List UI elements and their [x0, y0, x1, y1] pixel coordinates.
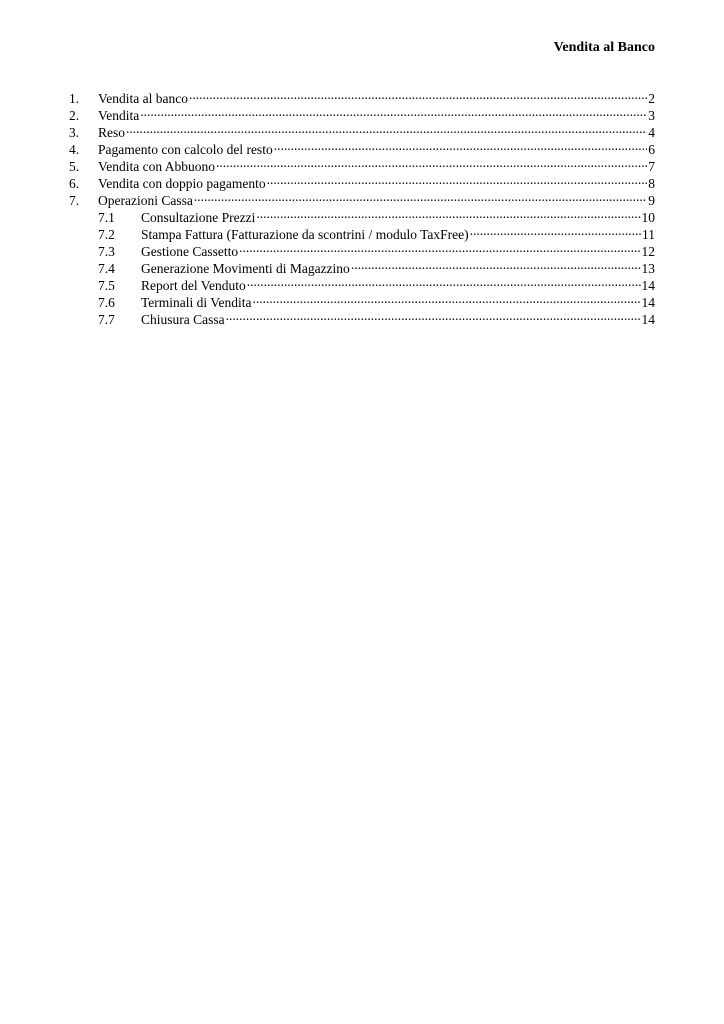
toc-entry-number: 7.5	[98, 278, 115, 293]
toc-entry-number: 7.6	[98, 295, 115, 310]
toc-dot-leader	[247, 273, 641, 290]
toc-entry-page: 9	[648, 193, 655, 208]
toc-entry-page: 10	[641, 210, 655, 225]
toc-subentry[interactable]	[69, 307, 655, 327]
toc-entry-number: 3.	[69, 125, 80, 140]
toc-dot-leader	[126, 120, 647, 137]
toc-entry-number: 7.	[69, 193, 80, 208]
toc-entry-title: Vendita	[98, 108, 140, 123]
toc-entry-title: Terminali di Vendita	[141, 295, 252, 310]
toc-dot-leader	[189, 86, 647, 103]
toc-entry-page: 11	[642, 227, 655, 242]
toc-entry-number: 5.	[69, 159, 80, 174]
toc-entry[interactable]	[69, 188, 655, 208]
toc-entry-page: 3	[648, 108, 655, 123]
toc-entry-page: 2	[648, 91, 655, 106]
toc-entry-title: Stampa Fattura (Fatturazione da scontrini / modulo TaxFree)	[141, 227, 469, 242]
toc-entry-title: Consultazione Prezzi	[141, 210, 256, 225]
page-header-title: Vendita al Banco	[553, 40, 655, 55]
toc-entry-page: 12	[641, 244, 655, 259]
toc-entry-title: Generazione Movimenti di Magazzino	[141, 261, 350, 276]
toc-entry-number: 7.1	[98, 210, 115, 225]
toc-entry-title: Reso	[98, 125, 125, 140]
toc-dot-leader	[239, 239, 640, 256]
toc-entry-number: 7.3	[98, 244, 115, 259]
toc-entry[interactable]	[69, 120, 655, 140]
toc-entry-title: Report del Venduto	[141, 278, 246, 293]
toc-dot-leader	[216, 154, 647, 171]
toc-dot-leader	[351, 256, 641, 273]
toc-entry-page: 14	[641, 295, 655, 310]
table-of-contents	[69, 86, 655, 327]
toc-entry-title: Vendita con doppio pagamento	[98, 176, 266, 191]
toc-entry[interactable]	[69, 86, 655, 106]
toc-entry-number: 2.	[69, 108, 80, 123]
toc-subentry[interactable]	[69, 239, 655, 259]
toc-entry-number: 7.4	[98, 261, 115, 276]
toc-entry-title: Pagamento con calcolo del resto	[98, 142, 273, 157]
toc-entry-title: Operazioni Cassa	[98, 193, 193, 208]
toc-dot-leader	[140, 103, 647, 120]
toc-dot-leader	[253, 290, 641, 307]
toc-entry[interactable]	[69, 103, 655, 123]
toc-dot-leader	[274, 137, 648, 154]
toc-entry-title: Gestione Cassetto	[141, 244, 239, 259]
toc-subentry[interactable]	[69, 256, 655, 276]
toc-entry-number: 4.	[69, 142, 80, 157]
toc-entry-page: 14	[641, 312, 655, 327]
toc-entry-page: 14	[641, 278, 655, 293]
toc-entry-number: 7.7	[98, 312, 115, 327]
toc-entry[interactable]	[69, 137, 655, 157]
toc-entry-number: 7.2	[98, 227, 115, 242]
toc-subentry[interactable]	[69, 290, 655, 310]
toc-entry[interactable]	[69, 171, 655, 191]
toc-entry-title: Chiusura Cassa	[141, 312, 225, 327]
toc-dot-leader	[470, 222, 641, 239]
toc-entry-title: Vendita al banco	[98, 91, 188, 106]
toc-entry-page: 4	[648, 125, 655, 140]
toc-subentry[interactable]	[69, 273, 655, 293]
toc-dot-leader	[194, 188, 647, 205]
toc-subentry[interactable]	[69, 222, 655, 242]
toc-entry-number: 1.	[69, 91, 80, 106]
toc-entry-title: Vendita con Abbuono	[98, 159, 215, 174]
toc-entry-page: 13	[641, 261, 655, 276]
toc-subentry[interactable]	[69, 205, 655, 225]
toc-dot-leader	[267, 171, 648, 188]
toc-entry-page: 7	[648, 159, 655, 174]
toc-entry-page: 8	[648, 176, 655, 191]
toc-entry-number: 6.	[69, 176, 80, 191]
toc-dot-leader	[226, 307, 641, 324]
toc-entry[interactable]	[69, 154, 655, 174]
toc-dot-leader	[256, 205, 640, 222]
toc-entry-page: 6	[648, 142, 655, 157]
